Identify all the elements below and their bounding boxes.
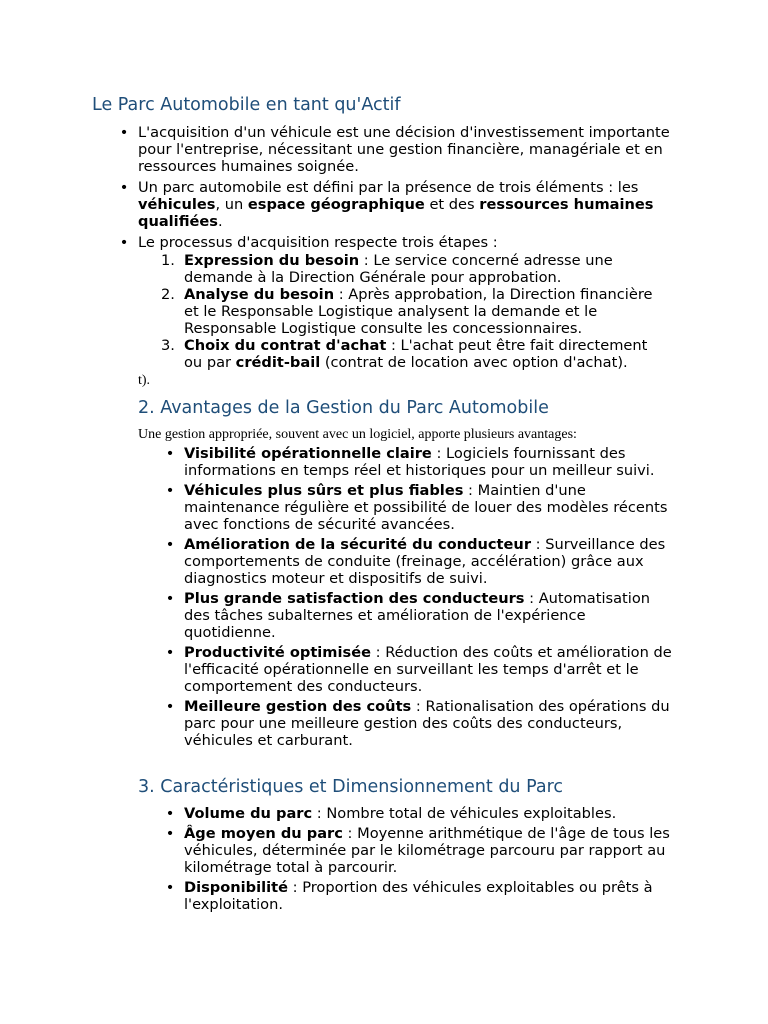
item-label: Productivité optimisée <box>184 644 371 661</box>
item-text: : Le service concerné adresse une demande à la Direction Générale pour approbation. <box>184 252 613 286</box>
item-bold: crédit-bail <box>235 354 321 371</box>
bullet-icon: • <box>165 805 175 822</box>
item-text: : Après approbation, la Direction financière et le Responsable Logistique analysent la demande et le Responsable Logistique consulte les concessionnaires. <box>184 286 653 337</box>
list-item <box>162 879 678 913</box>
bullet-icon: • <box>165 536 175 553</box>
item-text: : Réduction des coûts et amélioration de l'efficacité opérationnelle en surveillant les temps d'arrêt et le comportement des conducteurs. <box>184 644 672 695</box>
item-text: (contrat de location avec option d'achat). <box>320 354 628 371</box>
bullet-icon: • <box>119 234 129 251</box>
bullet-icon: • <box>165 825 175 842</box>
stray-text: t). <box>138 373 151 388</box>
bullet-icon: • <box>165 590 175 607</box>
item-number: 2. <box>161 286 175 303</box>
list-item <box>162 445 678 479</box>
item-text: : Maintien d'une maintenance régulière et possibilité de louer des modèles récents avec fonctions de sécurité avancées. <box>184 482 668 533</box>
item-label: Amélioration de la sécurité du conducteur <box>184 536 532 553</box>
section-heading: 2. Avantages de la Gestion du Parc Automobile <box>138 398 549 418</box>
numbered-item <box>161 252 661 286</box>
item-text: , un <box>215 196 248 213</box>
list-item <box>162 698 678 749</box>
item-number: 1. <box>161 252 175 269</box>
item-label: Disponibilité <box>184 879 288 896</box>
list-item <box>116 124 676 175</box>
bullet-icon: • <box>119 179 129 196</box>
numbered-item <box>161 286 661 337</box>
item-label: Visibilité opérationnelle claire <box>184 445 432 462</box>
item-bold: ressources humaines qualifiées <box>138 196 654 230</box>
item-text: Le processus d'acquisition respecte trois étapes : <box>138 234 498 251</box>
item-text: : Nombre total de véhicules exploitables. <box>312 805 617 822</box>
item-text: : Surveillance des comportements de conduite (freinage, accélération) grâce aux diagnostics moteur et dispositifs de suivi. <box>184 536 666 587</box>
list-item <box>162 825 678 876</box>
section-intro: Une gestion appropriée, souvent avec un logiciel, apporte plusieurs avantages: <box>138 427 577 442</box>
list-item <box>162 536 678 587</box>
list-item <box>116 179 676 230</box>
bullet-icon: • <box>165 445 175 462</box>
item-label: Véhicules plus sûrs et plus fiables <box>184 482 464 499</box>
numbered-list <box>161 252 661 371</box>
list-item <box>162 590 678 641</box>
list-item <box>162 644 678 695</box>
item-text: : L'achat peut être fait directement ou par <box>184 337 648 371</box>
item-label: Meilleure gestion des coûts <box>184 698 412 715</box>
item-text: : Proportion des véhicules exploitables ou prêts à l'exploitation. <box>184 879 653 913</box>
section-heading: 3. Caractéristiques et Dimensionnement du Parc <box>138 777 563 797</box>
item-text: et des <box>424 196 480 213</box>
bullet-icon: • <box>165 698 175 715</box>
bullet-list <box>162 445 678 749</box>
bullet-list <box>162 805 678 913</box>
item-bold: espace géographique <box>247 196 425 213</box>
item-label: Âge moyen du parc <box>184 825 343 842</box>
numbered-item <box>161 337 661 371</box>
item-label: Expression du besoin <box>184 252 360 269</box>
item-text: . <box>218 213 223 230</box>
item-text: L'acquisition d'un véhicule est une décision d'investissement importante pour l'entreprise, nécessitant une gestion financière, managériale et en ressources humaines soignée. <box>138 124 670 175</box>
list-item <box>116 234 676 371</box>
item-bold: véhicules <box>138 196 216 213</box>
item-label: Choix du contrat d'achat <box>184 337 387 354</box>
bullet-icon: • <box>119 124 129 141</box>
bullet-list <box>116 124 676 371</box>
item-text: : Rationalisation des opérations du parc pour une meilleure gestion des coûts des conducteurs, véhicules et carburant. <box>184 698 670 749</box>
item-text: : Moyenne arithmétique de l'âge de tous les véhicules, déterminée par le kilométrage parcouru par rapport au kilométrage total à parcourir. <box>184 825 670 876</box>
item-text: : Logiciels fournissant des informations en temps réel et historiques pour un meilleur suivi. <box>184 445 655 479</box>
list-item <box>162 482 678 533</box>
bullet-icon: • <box>165 482 175 499</box>
item-label: Volume du parc <box>184 805 313 822</box>
bullet-icon: • <box>165 644 175 661</box>
list-item <box>162 805 678 822</box>
section-heading: Le Parc Automobile en tant qu'Actif <box>92 95 401 115</box>
item-label: Analyse du besoin <box>184 286 335 303</box>
item-text: : Automatisation des tâches subalternes et amélioration de l'expérience quotidienne. <box>184 590 651 641</box>
item-label: Plus grande satisfaction des conducteurs <box>184 590 525 607</box>
bullet-icon: • <box>165 879 175 896</box>
item-number: 3. <box>161 337 175 354</box>
item-text: Un parc automobile est défini par la présence de trois éléments : les <box>138 179 639 196</box>
